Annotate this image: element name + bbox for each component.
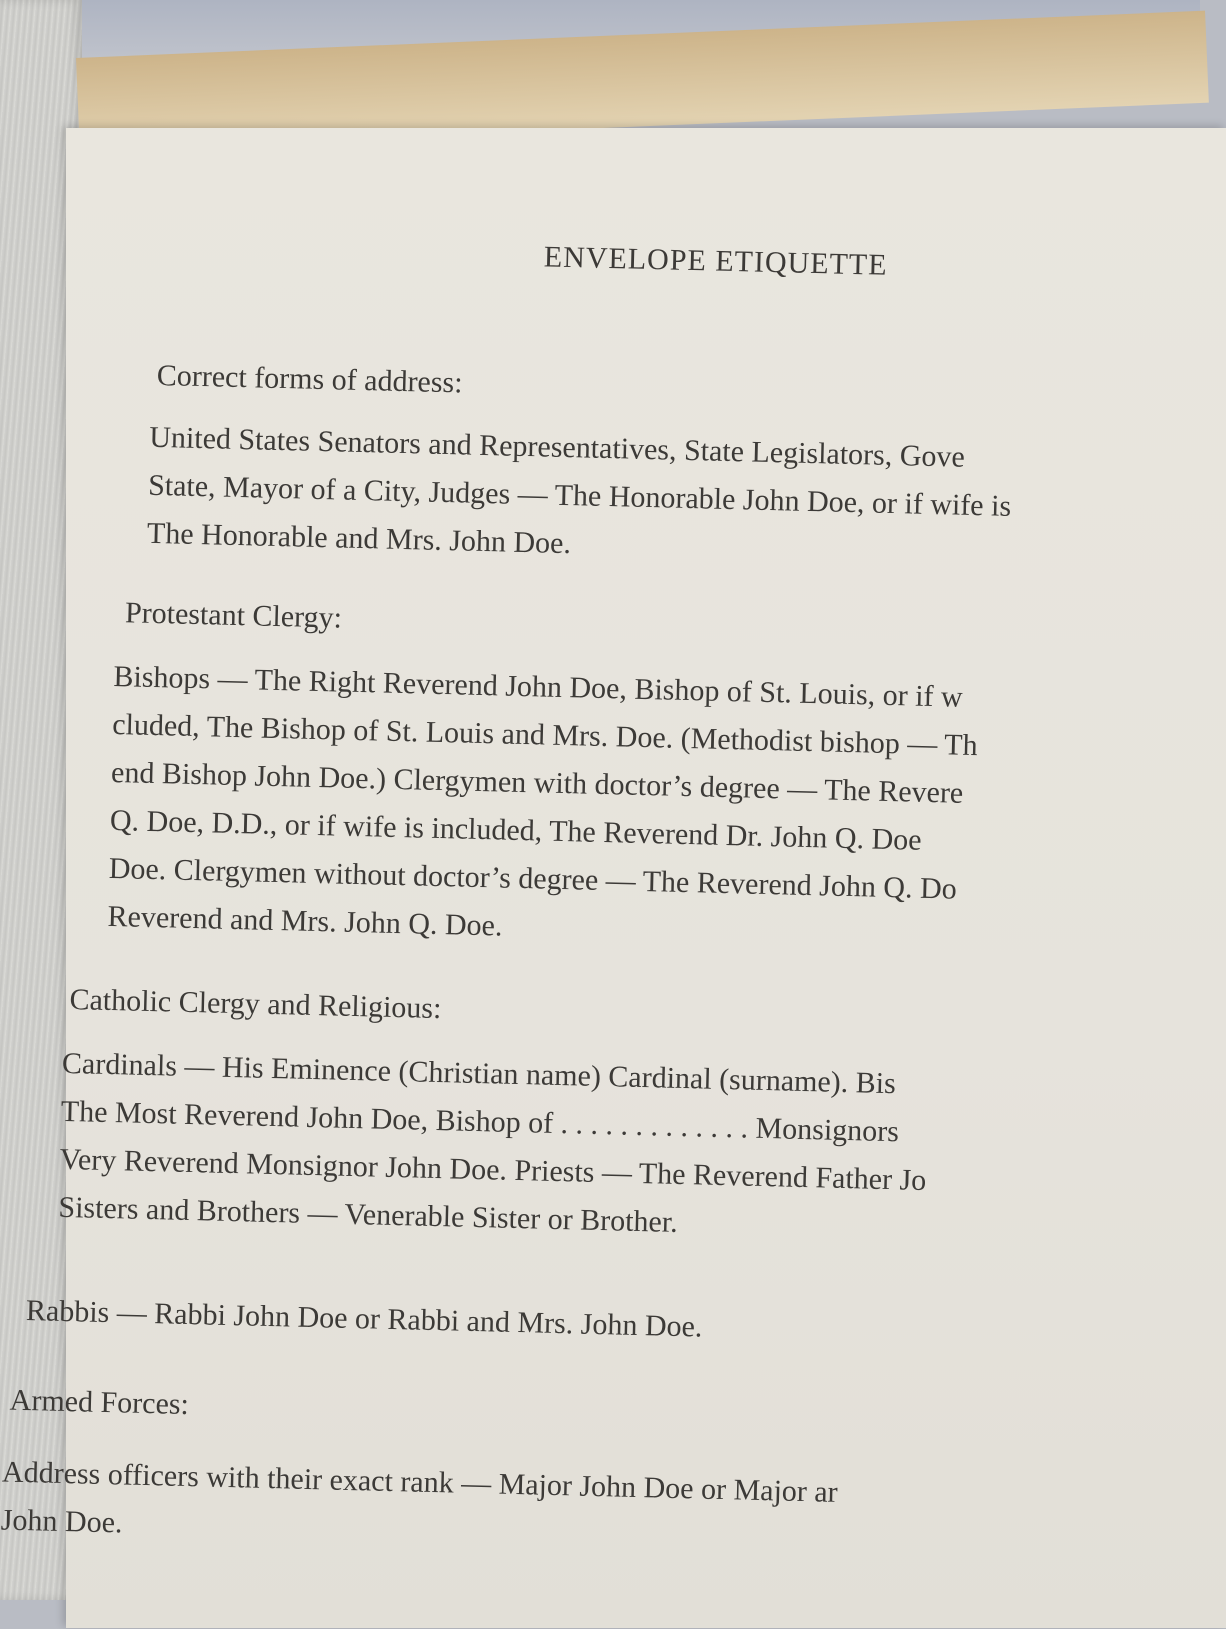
body-line: Rabbis — Rabbi John Doe or Rabbi and Mrs. John Doe.: [25, 1294, 703, 1344]
document-page: [0, 128, 1226, 1628]
body-line: cluded, The Bishop of St. Louis and Mrs. Doe. (Methodist bishop — Th: [111, 707, 979, 763]
body-line: Cardinals — His Eminence (Christian name) Cardinal (surname). Bis: [61, 1046, 897, 1101]
section-body-catholic: [58, 1040, 929, 1253]
body-line: Q. Doe, D.D., or if wife is included, The Reverend Dr. John Q. Doe: [109, 803, 922, 857]
section-body-armed-forces: [0, 1448, 838, 1564]
section-body-protestant: [107, 653, 979, 962]
body-line: United States Senators and Representatives, State Legislators, Gove: [148, 420, 966, 474]
body-line: State, Mayor of a City, Judges — The Honorable John Doe, or if wife is: [147, 468, 1012, 523]
body-line: Reverend and Mrs. John Q. Doe.: [107, 899, 503, 943]
body-line: Bishops — The Right Reverend John Doe, Bishop of St. Louis, or if w: [113, 659, 964, 714]
page-title: ENVELOPE ETIQUETTE: [543, 240, 888, 282]
body-line: Very Reverend Monsignor John Doe. Priests — The Reverend Father Jo: [59, 1142, 927, 1197]
section-heading-protestant: Protestant Clergy:: [124, 596, 343, 635]
body-line: Address officers with their exact rank — Major John Doe or Major ar: [1, 1455, 839, 1509]
body-line: John Doe.: [0, 1503, 123, 1540]
section-heading-catholic: Catholic Clergy and Religious:: [69, 983, 442, 1026]
body-line: end Bishop John Doe.) Clergymen with doctor’s degree — The Revere: [110, 755, 964, 810]
body-line: Doe. Clergymen without doctor’s degree — The Reverend John Q. Do: [108, 851, 958, 906]
section-heading-armed-forces: Armed Forces:: [9, 1383, 190, 1422]
body-line: The Most Reverend John Doe, Bishop of . . . . . . . . . . . . . Monsignors: [60, 1094, 900, 1149]
body-line: The Honorable and Mrs. John Doe.: [146, 516, 572, 561]
section-body-rabbis: [25, 1287, 703, 1352]
body-line: Sisters and Brothers — Venerable Sister or Brother.: [58, 1190, 679, 1239]
section-body-address: [146, 414, 1012, 579]
section-heading-address: Correct forms of address:: [156, 358, 463, 400]
